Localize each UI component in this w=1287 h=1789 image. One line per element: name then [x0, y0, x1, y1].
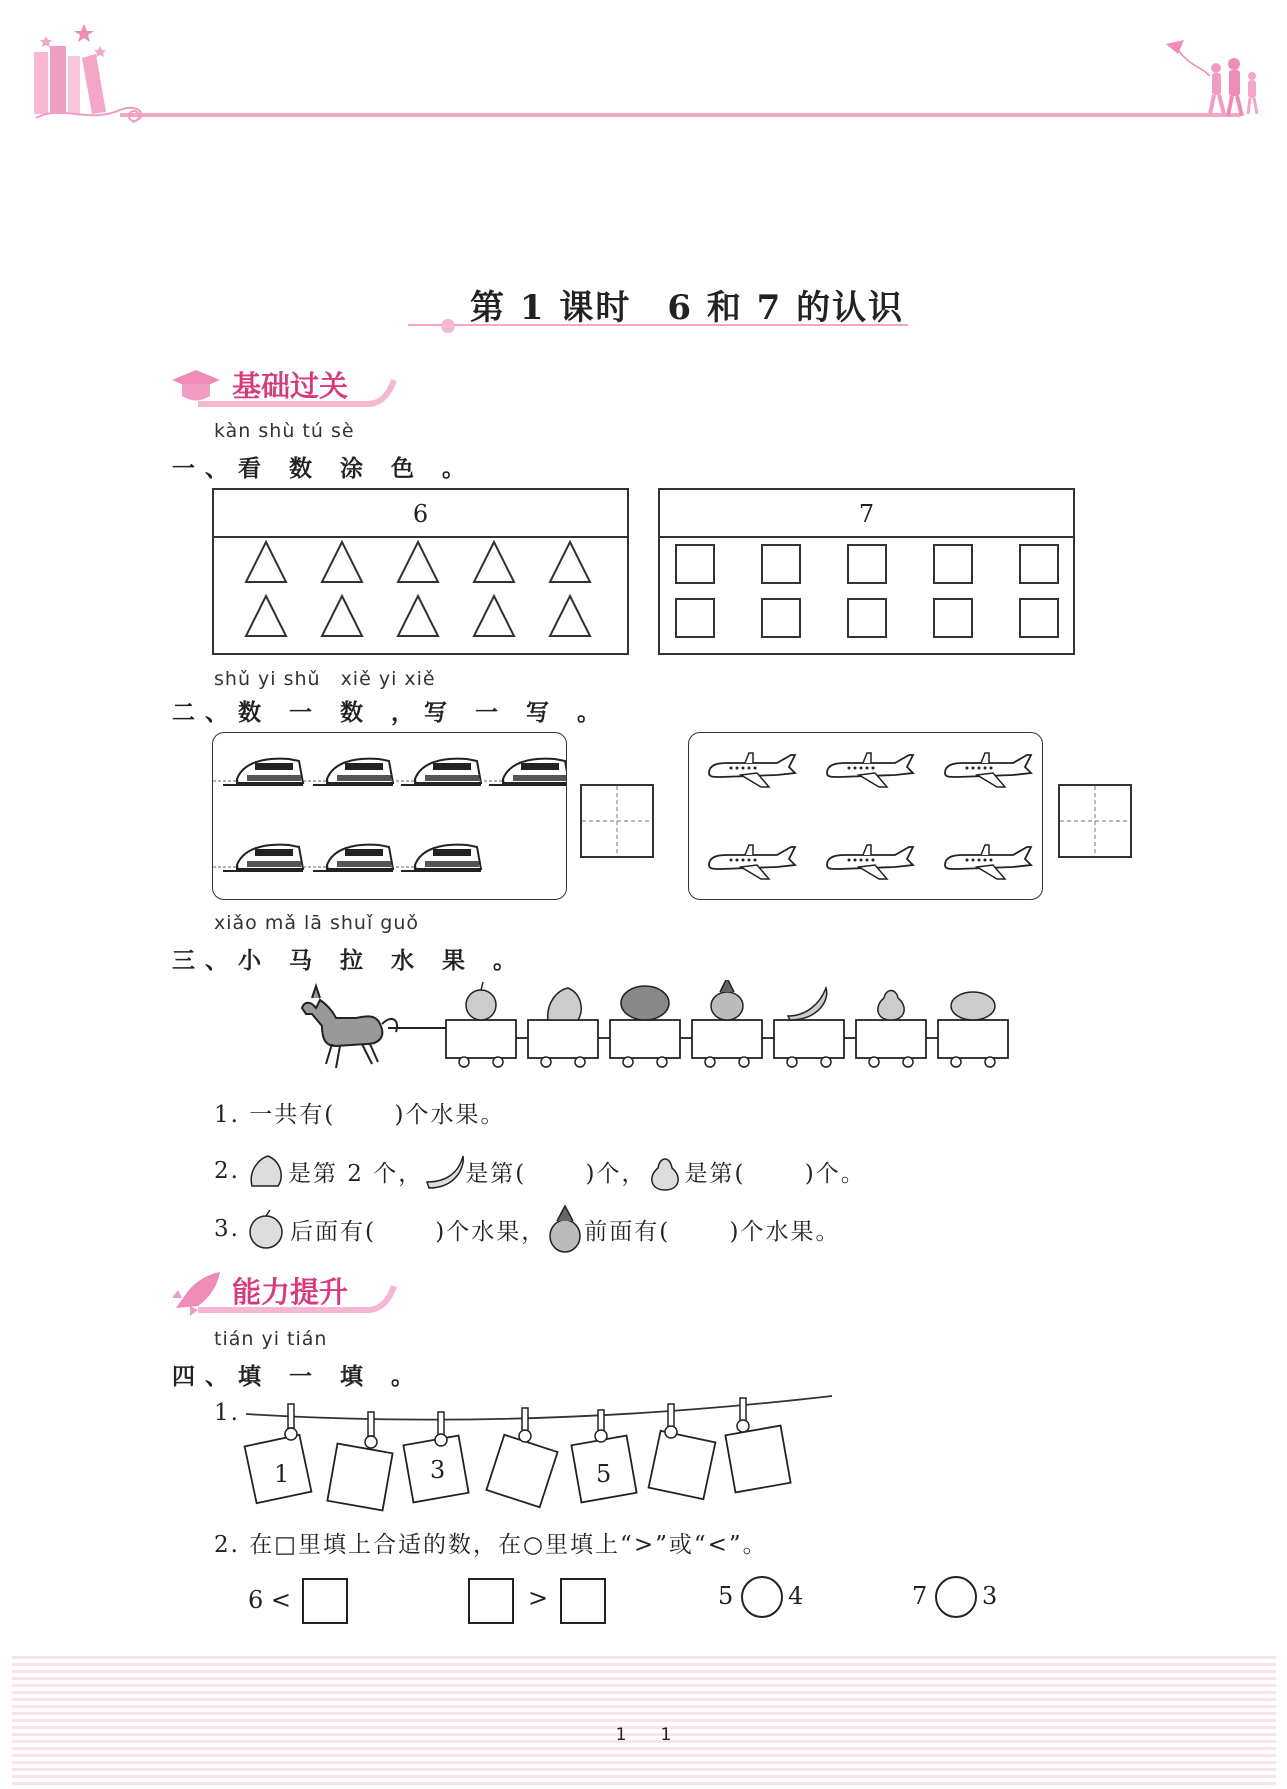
number-card[interactable]	[649, 1431, 716, 1499]
q4-ex3-left: 5	[718, 1582, 734, 1610]
q4-ex3-right: 4	[788, 1582, 804, 1610]
number-card[interactable]	[486, 1435, 557, 1507]
square-shape[interactable]	[676, 599, 714, 637]
square-shape[interactable]	[934, 545, 972, 583]
q1-squares	[660, 538, 1073, 653]
plane-icons	[689, 733, 1042, 899]
q1-triangle-box	[212, 488, 629, 655]
q3-item2-number: 2.	[214, 1158, 240, 1184]
horse-fruit-cart	[296, 980, 1026, 1090]
section-basic-badge	[168, 362, 398, 412]
train-icon	[303, 845, 393, 871]
title-underline	[408, 318, 908, 334]
pineapple-icon	[711, 980, 743, 1020]
triangle-shape[interactable]	[474, 542, 514, 582]
q3-item-2	[214, 1150, 866, 1192]
peach-icon	[548, 988, 581, 1020]
watermelon-icon	[621, 986, 669, 1020]
q2-plane-answer-box[interactable]	[1058, 784, 1132, 858]
banana-icon	[423, 1152, 465, 1190]
horse-icon	[302, 986, 397, 1068]
q4-clothesline	[240, 1392, 840, 1522]
q3-item3-b: 前面有( )个水果。	[584, 1218, 841, 1245]
lesson-title: 第 1 课时 6 和 7 的认识	[470, 288, 905, 328]
q3-heading: 三、小 马 拉 水 果 。	[172, 948, 527, 974]
q3-item2-a: 是第 2 个，	[287, 1160, 424, 1187]
triangle-shape[interactable]	[322, 596, 362, 636]
train-icon	[391, 845, 481, 871]
q1-right-number: 7	[858, 500, 875, 528]
q4-ex2-operator: >	[528, 1584, 549, 1612]
q3-item2-c: 是第( )个。	[684, 1160, 866, 1187]
cart	[774, 1020, 844, 1058]
q4-ex2-left-box[interactable]	[468, 1578, 514, 1624]
card-label: 1	[274, 1460, 290, 1488]
q2-heading: 二、数 一 数 ，写 一 写 。	[172, 700, 611, 726]
cart	[692, 1020, 762, 1058]
plane-icon	[827, 845, 913, 879]
q1-square-box	[658, 488, 1075, 655]
triangle-shape[interactable]	[550, 542, 590, 582]
q3-item-3	[214, 1204, 840, 1254]
square-shape[interactable]	[762, 545, 800, 583]
square-shape[interactable]	[676, 545, 714, 583]
peach-icon	[246, 1152, 286, 1190]
q4-ex4-right: 3	[982, 1582, 998, 1610]
plane-icon	[827, 753, 913, 787]
card-label: 5	[596, 1460, 612, 1488]
train-icons	[213, 733, 566, 899]
q3-item3-number: 3.	[214, 1216, 240, 1242]
cart	[938, 1020, 1008, 1058]
plane-icon	[945, 845, 1031, 879]
q2-train-answer-box[interactable]	[580, 784, 654, 858]
q1-triangles	[214, 538, 627, 653]
q2-pinyin: shǔ yi shǔ xiě yi xiě	[214, 668, 436, 690]
q4-item1-number: 1.	[214, 1400, 240, 1426]
q4-ex4-circle[interactable]	[935, 1576, 977, 1618]
q4-pinyin: tián yi tián	[214, 1328, 328, 1350]
triangle-shape[interactable]	[246, 542, 286, 582]
train-icon	[213, 759, 303, 785]
apple-icon	[246, 1208, 288, 1250]
cart	[856, 1020, 926, 1058]
q4-ex1-answer-box[interactable]	[302, 1578, 348, 1624]
plane-icon	[709, 845, 795, 879]
section-advanced-label: 能力提升	[232, 1275, 349, 1309]
train-icon	[391, 759, 481, 785]
card-label: 3	[430, 1456, 446, 1484]
square-shape[interactable]	[1020, 599, 1058, 637]
triangle-shape[interactable]	[550, 596, 590, 636]
triangle-shape[interactable]	[322, 542, 362, 582]
square-shape[interactable]	[934, 599, 972, 637]
triangle-shape[interactable]	[398, 542, 438, 582]
square-shape[interactable]	[762, 599, 800, 637]
header-decoration	[0, 0, 1287, 140]
plane-icon	[945, 753, 1031, 787]
section-basic-label: 基础过关	[232, 369, 349, 403]
q3-item-1: 1. 一共有( )个水果。	[214, 1102, 506, 1128]
pineapple-icon	[546, 1204, 584, 1254]
pear-icon	[878, 991, 904, 1021]
triangle-shape[interactable]	[474, 596, 514, 636]
header-books-logo-icon	[0, 0, 1287, 140]
banana-icon	[788, 988, 827, 1020]
q3-item2-b: 是第( )个，	[465, 1160, 647, 1187]
number-card[interactable]	[725, 1426, 790, 1493]
page-number: 1 1	[615, 1725, 672, 1745]
square-shape[interactable]	[848, 545, 886, 583]
q4-ex1-left: 6 <	[248, 1586, 292, 1614]
q1-pinyin: kàn shù tú sè	[214, 420, 355, 442]
q3-item3-a: 后面有( )个水果，	[289, 1218, 547, 1245]
orange-icon	[951, 992, 995, 1020]
q1-left-number: 6	[412, 500, 429, 528]
pear-icon	[646, 1150, 684, 1192]
q4-ex2-right-box[interactable]	[560, 1578, 606, 1624]
section-advanced-badge	[168, 1268, 398, 1318]
cart	[610, 1020, 680, 1058]
triangle-shape[interactable]	[398, 596, 438, 636]
square-shape[interactable]	[1020, 545, 1058, 583]
apple-icon	[466, 982, 496, 1020]
q2-train-box	[212, 732, 567, 900]
train-icon	[479, 759, 566, 785]
cart	[528, 1020, 598, 1058]
q2-plane-box	[688, 732, 1043, 900]
train-icon	[213, 845, 303, 871]
triangle-shape[interactable]	[246, 596, 286, 636]
q4-ex4-left: 7	[912, 1582, 928, 1610]
plane-icon	[709, 753, 795, 787]
q4-ex3-circle[interactable]	[741, 1576, 783, 1618]
kite-children-icon	[1160, 36, 1260, 120]
train-icon	[303, 759, 393, 785]
square-shape[interactable]	[848, 599, 886, 637]
q4-item-2: 2. 在□里填上合适的数，在○里填上“>”或“<”。	[214, 1532, 768, 1558]
number-card[interactable]	[327, 1444, 392, 1511]
q3-pinyin: xiǎo mǎ lā shuǐ guǒ	[214, 912, 420, 934]
q1-heading: 一、看 数 涂 色 。	[172, 456, 476, 482]
cart	[446, 1020, 516, 1058]
q4-heading: 四、填 一 填 。	[172, 1364, 425, 1390]
